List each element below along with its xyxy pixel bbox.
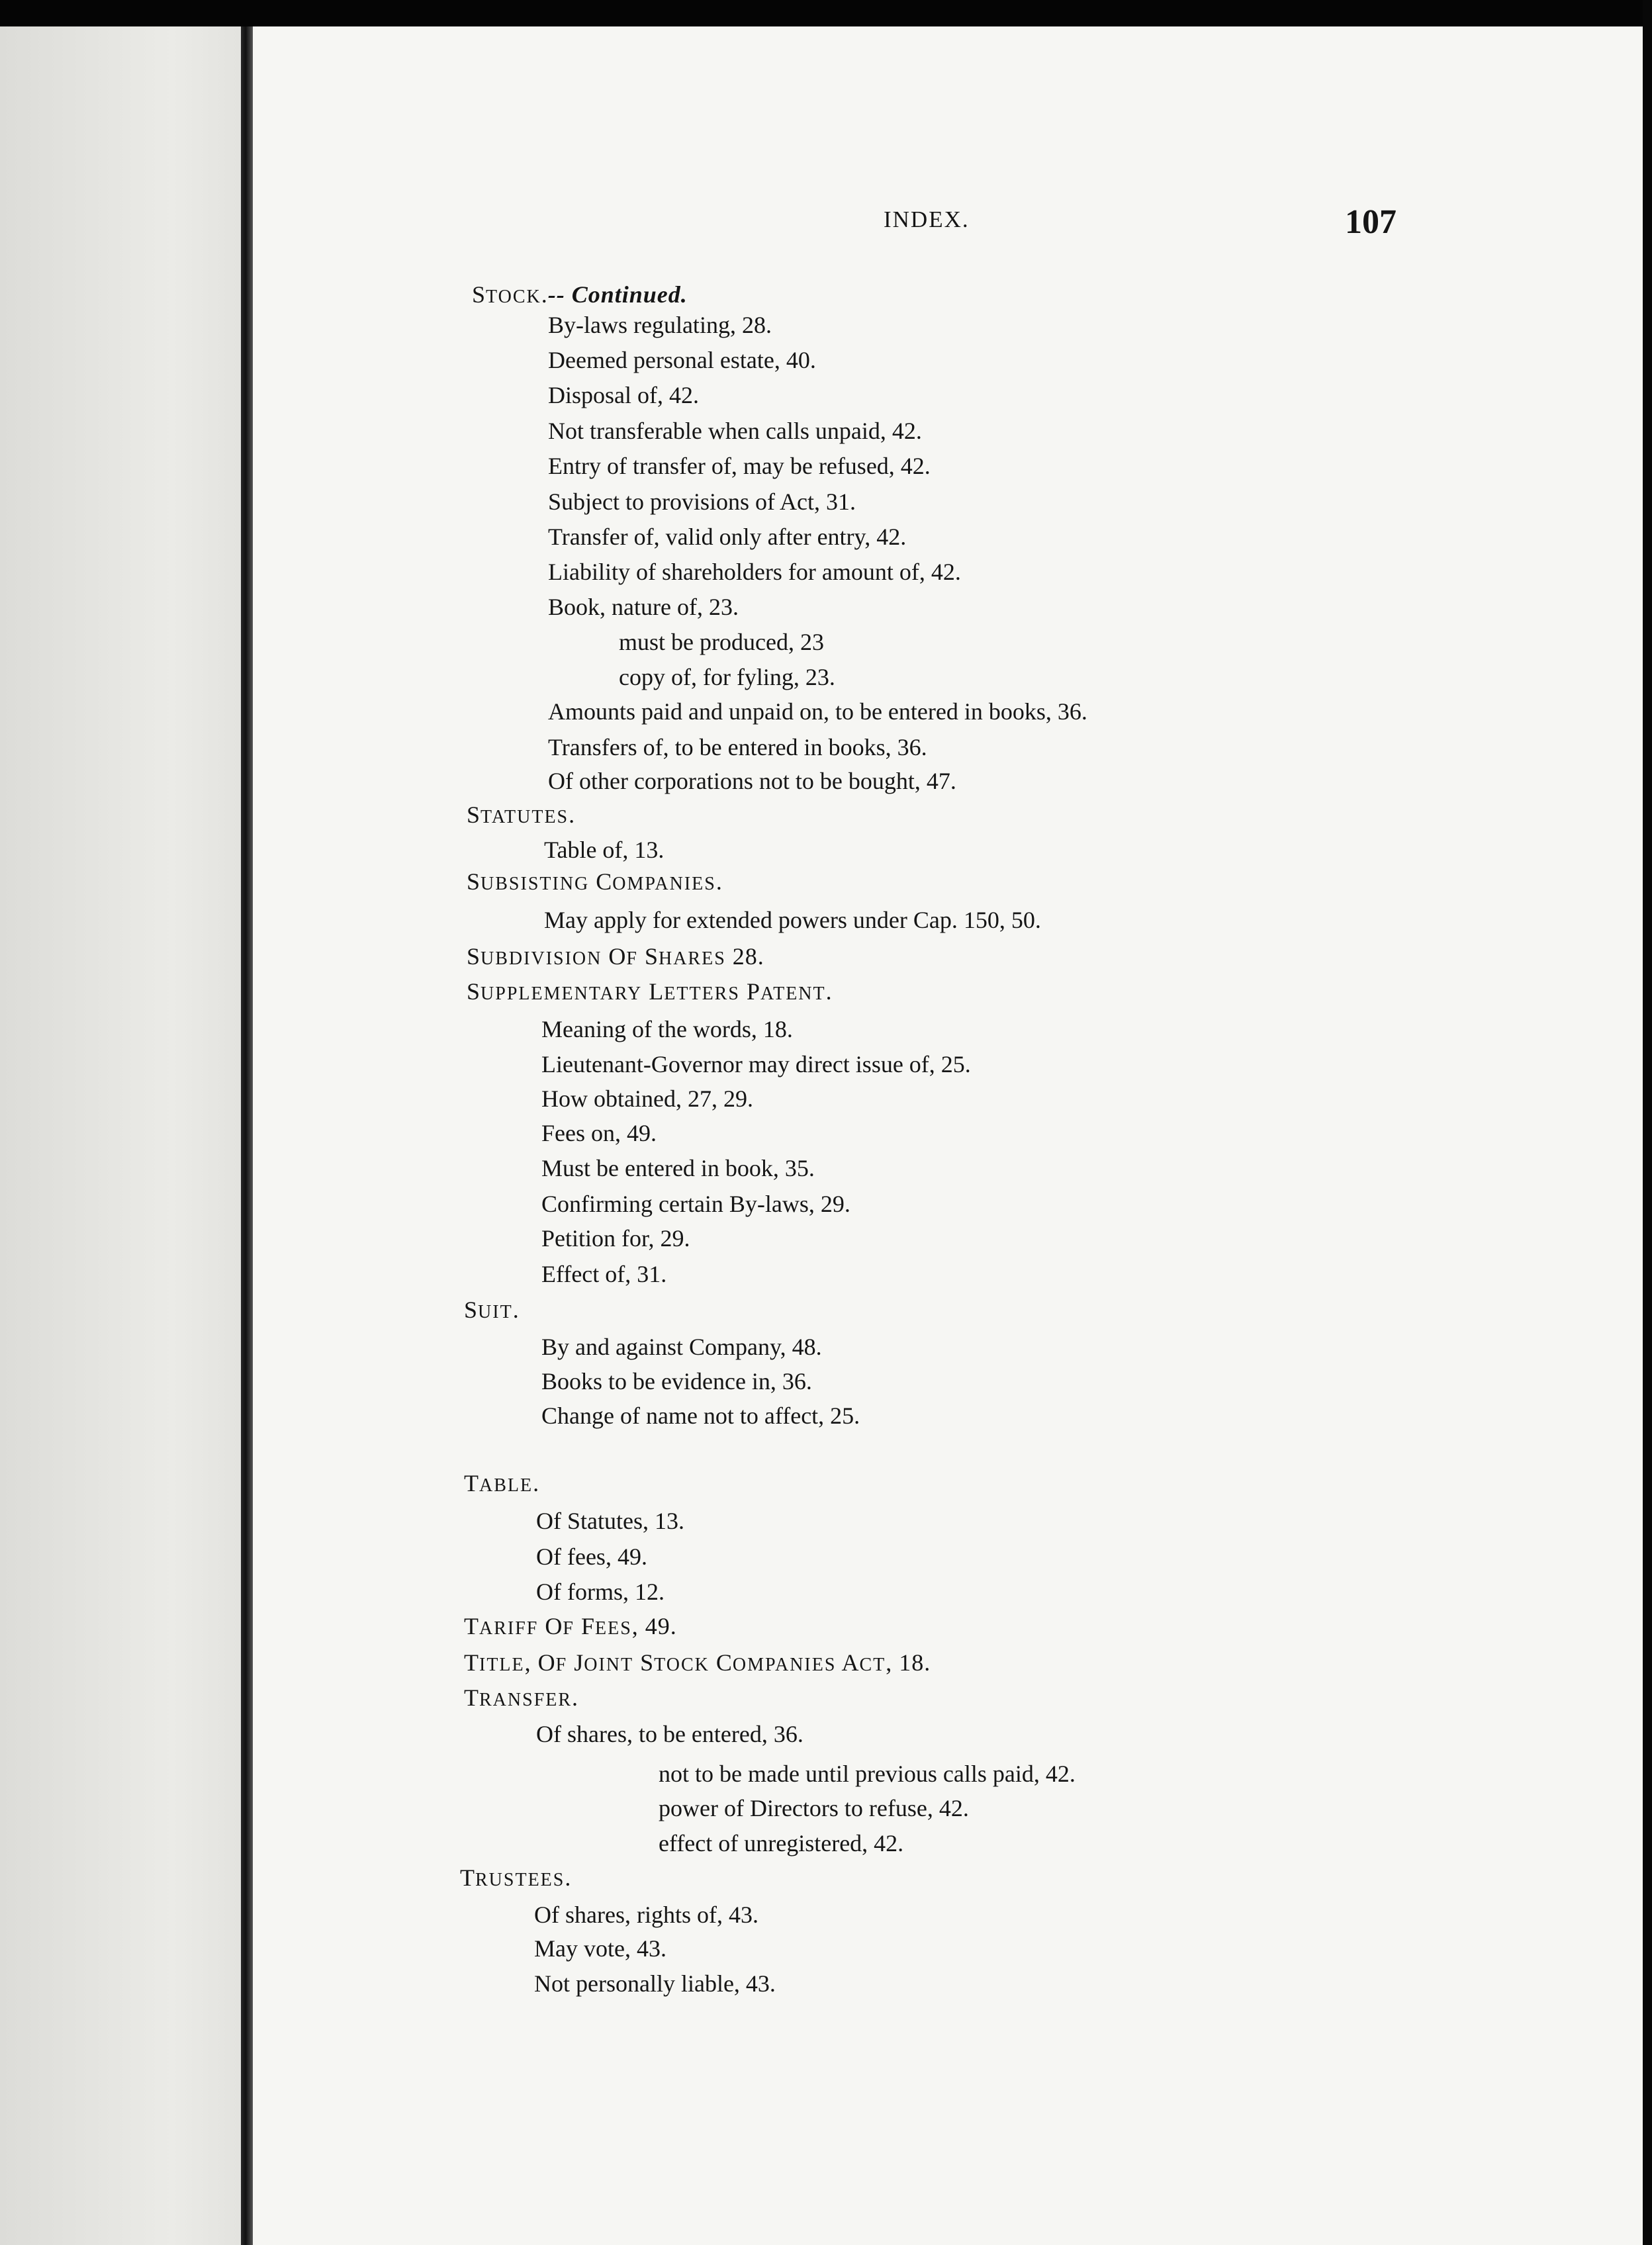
index-subentry: By and against Company, 48. [541, 1334, 822, 1360]
index-heading: TRUSTEES. [460, 1864, 572, 1891]
index-subentry: copy of, for fyling, 23. [619, 664, 835, 690]
index-subentry: Lieutenant-Governor may direct issue of, 25. [541, 1051, 971, 1077]
index-subentry: power of Directors to refuse, 42. [659, 1795, 969, 1821]
index-subentry: Not personally liable, 43. [534, 1970, 776, 1997]
index-heading: SUIT. [464, 1297, 520, 1323]
index-subentry: must be produced, 23 [619, 629, 824, 655]
index-subentry: Transfer of, valid only after entry, 42. [548, 524, 907, 550]
running-head: INDEX. [884, 206, 970, 232]
index-subentry: Petition for, 29. [541, 1225, 690, 1252]
index-subentry: Of shares, to be entered, 36. [536, 1721, 803, 1747]
index-heading: SUPPLEMENTARY LETTERS PATENT. [467, 978, 833, 1005]
index-heading: STOCK.-- Continued. [472, 281, 688, 308]
index-heading: STATUTES. [467, 802, 576, 828]
index-subentry: effect of unregistered, 42. [659, 1830, 904, 1856]
index-subentry: Entry of transfer of, may be refused, 42. [548, 453, 931, 479]
index-subentry: Liability of shareholders for amount of, 42. [548, 559, 961, 585]
scan-border-top [0, 0, 1652, 26]
index-subentry: Change of name not to affect, 25. [541, 1402, 860, 1429]
index-subentry: Meaning of the words, 18. [541, 1016, 793, 1042]
index-subentry: How obtained, 27, 29. [541, 1085, 753, 1112]
index-subentry: Of other corporations not to be bought, 47. [548, 768, 956, 794]
index-subentry: Book, nature of, 23. [548, 594, 739, 620]
index-subentry: Of shares, rights of, 43. [534, 1901, 758, 1928]
continued-label: -- Continued. [547, 281, 688, 308]
scan-border-right [1643, 0, 1652, 2245]
index-subentry: not to be made until previous calls paid, 42. [659, 1761, 1076, 1787]
index-subentry: Disposal of, 42. [548, 382, 699, 408]
index-subentry: Effect of, 31. [541, 1261, 667, 1287]
index-subentry: Of forms, 12. [536, 1579, 665, 1605]
index-subentry: Fees on, 49. [541, 1120, 657, 1146]
index-subentry: Of fees, 49. [536, 1543, 647, 1570]
index-heading: TRANSFER. [464, 1684, 579, 1711]
index-subentry: By-laws regulating, 28. [548, 312, 772, 338]
index-subentry: Of Statutes, 13. [536, 1508, 684, 1534]
index-page [253, 26, 1643, 2245]
book-gutter [241, 26, 253, 2245]
index-heading: TARIFF OF FEES, 49. [464, 1613, 677, 1639]
index-heading: SUBDIVISION OF SHARES 28. [467, 943, 764, 970]
index-subentry: Transfers of, to be entered in books, 36. [548, 734, 927, 760]
index-subentry: Deemed personal estate, 40. [548, 347, 816, 373]
index-subentry: Amounts paid and unpaid on, to be entered in books, 36. [548, 698, 1087, 725]
facing-page-edge [0, 26, 246, 2245]
index-heading: TABLE. [464, 1470, 540, 1496]
index-subentry: May apply for extended powers under Cap. 150, 50. [544, 907, 1041, 933]
index-subentry: Books to be evidence in, 36. [541, 1368, 812, 1395]
index-subentry: Subject to provisions of Act, 31. [548, 488, 856, 515]
page-number: 107 [1345, 203, 1397, 241]
index-heading: SUBSISTING COMPANIES. [467, 868, 723, 895]
index-subentry: May vote, 43. [534, 1935, 666, 1962]
index-subentry: Not transferable when calls unpaid, 42. [548, 418, 922, 444]
index-subentry: Confirming certain By-laws, 29. [541, 1191, 850, 1217]
index-subentry: Table of, 13. [544, 837, 665, 863]
index-subentry: Must be entered in book, 35. [541, 1155, 815, 1181]
index-heading: TITLE, OF JOINT STOCK COMPANIES ACT, 18. [464, 1649, 931, 1676]
